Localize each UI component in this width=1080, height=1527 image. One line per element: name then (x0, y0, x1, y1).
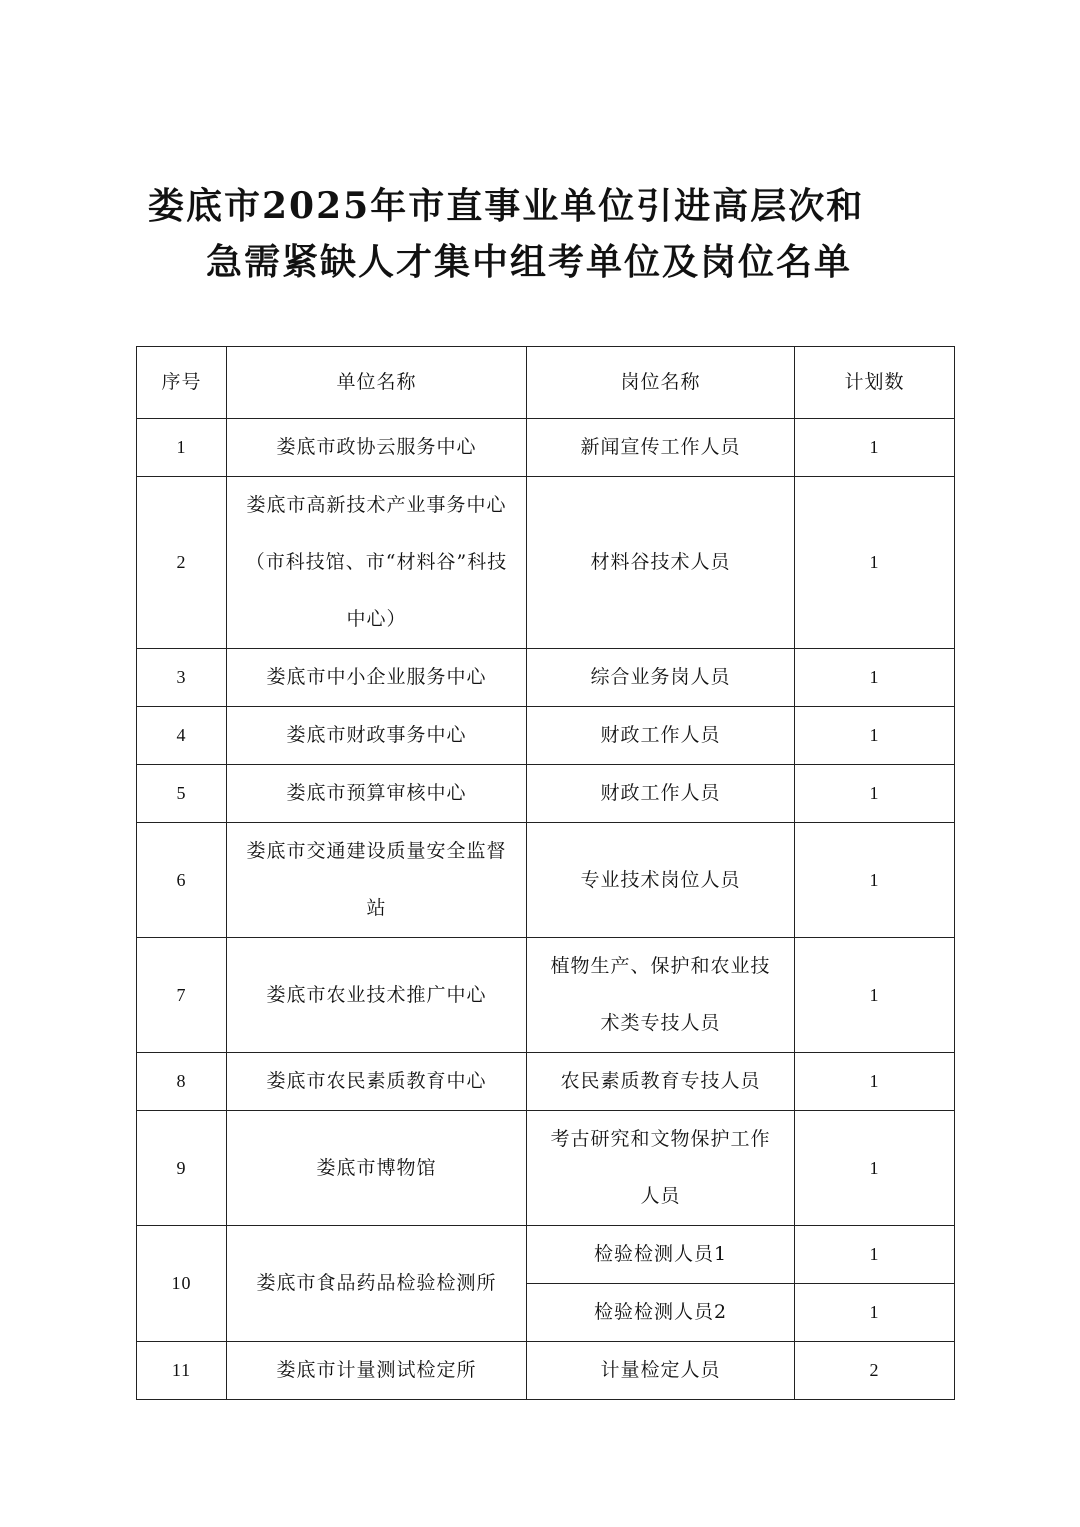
post-name: 财政工作人员 (527, 707, 795, 765)
unit-name: 娄底市计量测试检定所 (227, 1342, 527, 1400)
table-row (137, 823, 955, 938)
serial-number: 9 (137, 1111, 227, 1226)
post-name: 植物生产、保护和农业技术类专技人员 (527, 938, 795, 1053)
table-row (137, 1053, 955, 1111)
plan-count: 1 (795, 707, 955, 765)
document-title-line-1: 娄底市2025年市直事业单位引进高层次和 (148, 185, 865, 227)
plan-count: 1 (795, 765, 955, 823)
header-post-name: 岗位名称 (527, 347, 795, 419)
unit-name: 娄底市博物馆 (227, 1111, 527, 1226)
plan-count: 1 (795, 938, 955, 1053)
serial-number: 10 (137, 1226, 227, 1342)
plan-count: 2 (795, 1342, 955, 1400)
post-name: 考古研究和文物保护工作人员 (527, 1111, 795, 1226)
header-plan-count: 计划数 (795, 347, 955, 419)
plan-count: 1 (795, 419, 955, 477)
unit-name: 娄底市中小企业服务中心 (227, 649, 527, 707)
table-row (137, 649, 955, 707)
serial-number: 6 (137, 823, 227, 938)
post-name: 检验检测人员1 (527, 1226, 795, 1284)
plan-count: 1 (795, 1111, 955, 1226)
table-row (137, 1226, 955, 1284)
unit-name: 娄底市高新技术产业事务中心（市科技馆、市“材料谷”科技中心） (227, 477, 527, 649)
table-row (137, 938, 955, 1053)
header-unit-name: 单位名称 (227, 347, 527, 419)
post-name: 检验检测人员2 (527, 1284, 795, 1342)
post-name: 材料谷技术人员 (527, 477, 795, 649)
table-row (137, 707, 955, 765)
positions-table (136, 346, 955, 1400)
serial-number: 1 (137, 419, 227, 477)
post-name: 财政工作人员 (527, 765, 795, 823)
serial-number: 4 (137, 707, 227, 765)
unit-name: 娄底市农业技术推广中心 (227, 938, 527, 1053)
plan-count: 1 (795, 823, 955, 938)
post-name: 农民素质教育专技人员 (527, 1053, 795, 1111)
table-row (137, 1342, 955, 1400)
unit-name: 娄底市食品药品检验检测所 (227, 1226, 527, 1342)
serial-number: 5 (137, 765, 227, 823)
unit-name: 娄底市政协云服务中心 (227, 419, 527, 477)
document-title-line-2: 急需紧缺人才集中组考单位及岗位名单 (206, 241, 853, 283)
table-header-row (137, 347, 955, 419)
post-name: 新闻宣传工作人员 (527, 419, 795, 477)
serial-number: 2 (137, 477, 227, 649)
table-row (137, 477, 955, 649)
table-row (137, 419, 955, 477)
unit-name: 娄底市财政事务中心 (227, 707, 527, 765)
serial-number: 8 (137, 1053, 227, 1111)
post-name: 计量检定人员 (527, 1342, 795, 1400)
plan-count: 1 (795, 1284, 955, 1342)
serial-number: 11 (137, 1342, 227, 1400)
table-row (137, 1111, 955, 1226)
unit-name: 娄底市预算审核中心 (227, 765, 527, 823)
plan-count: 1 (795, 477, 955, 649)
serial-number: 7 (137, 938, 227, 1053)
post-name: 综合业务岗人员 (527, 649, 795, 707)
serial-number: 3 (137, 649, 227, 707)
plan-count: 1 (795, 649, 955, 707)
unit-name: 娄底市交通建设质量安全监督站 (227, 823, 527, 938)
plan-count: 1 (795, 1226, 955, 1284)
header-serial-number: 序号 (137, 347, 227, 419)
unit-name: 娄底市农民素质教育中心 (227, 1053, 527, 1111)
post-name: 专业技术岗位人员 (527, 823, 795, 938)
plan-count: 1 (795, 1053, 955, 1111)
table-row (137, 765, 955, 823)
